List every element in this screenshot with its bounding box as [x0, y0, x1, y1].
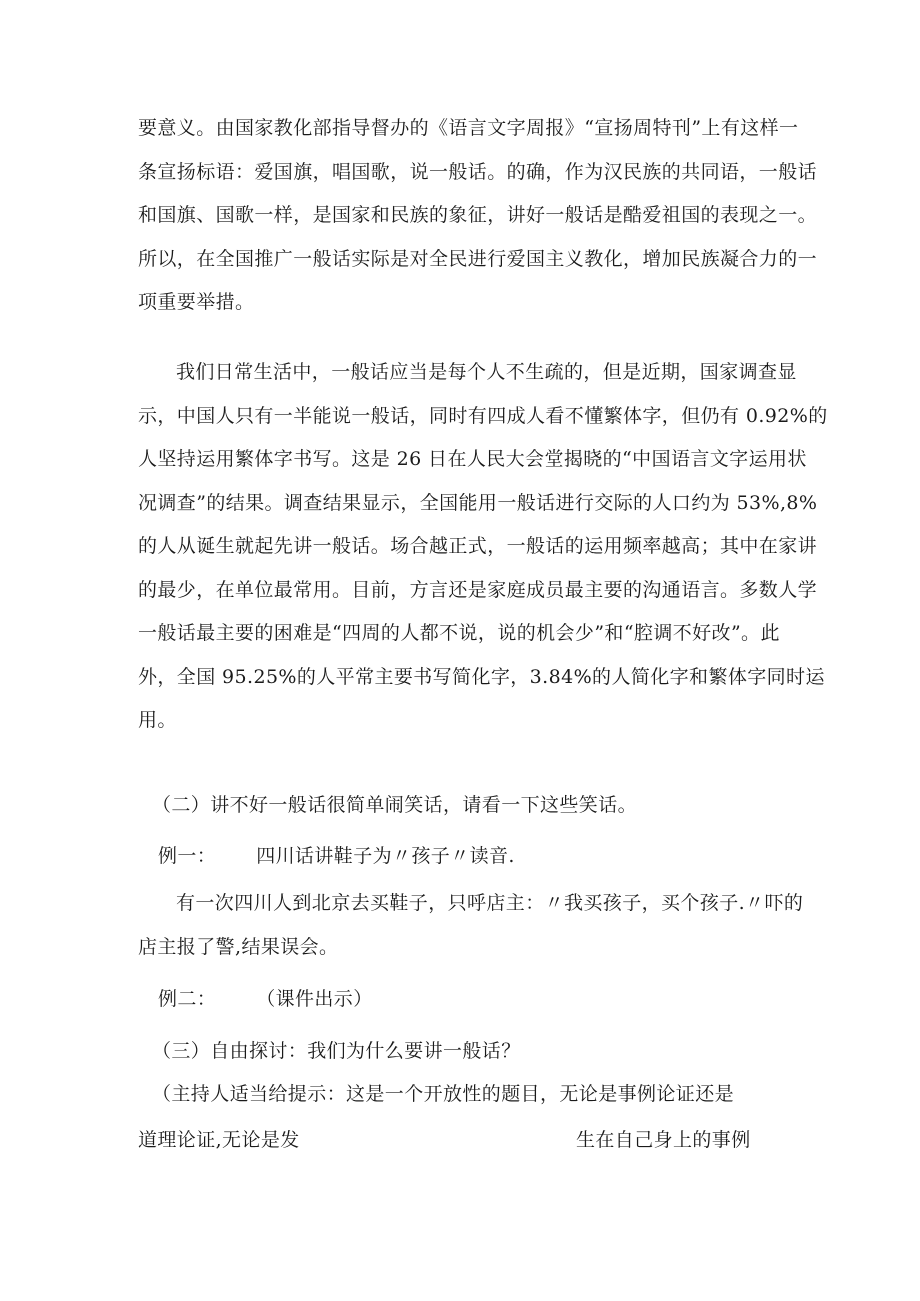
text-line: 项重要举措。 [138, 291, 255, 313]
text-line: 条宣扬标语：爱国旗，唱国歌，说一般话。的确，作为汉民族的共同语，一般话 [138, 160, 818, 183]
section-heading-discussion [138, 1030, 788, 1074]
paragraph-survey-results [138, 351, 828, 743]
last-line-right: 生在自己身上的事例 [576, 1129, 751, 1151]
host-note [138, 1073, 788, 1117]
text-line: 要意义。由国家教化部指导督办的《语言文字周报》“宣扬周特刊”上有这样一 [138, 117, 799, 139]
heading-text: （二）讲不好一般话很简单闹笑话，请看一下这些笑话。 [152, 794, 638, 816]
example-title: （课件出示） [256, 988, 373, 1010]
example-label: 例二： [158, 988, 217, 1010]
text-line: 有一次四川人到北京去买鞋子，只呼店主：〃我买孩子，买个孩子.〃吓的 [176, 892, 804, 914]
example-title: 四川话讲鞋子为〃孩子〃读音. [256, 845, 515, 867]
text-line: 人坚持运用繁体字书写。这是 26 日在人民大会堂揭晓的“中国语言文字运用状 [138, 448, 807, 470]
text-line: （主持人适当给提示：这是一个开放性的题目，无论是事例论证还是 [152, 1083, 735, 1105]
last-line-left: 道理论证,无论是发 [138, 1129, 300, 1151]
paragraph-national-symbol [138, 107, 818, 325]
example-two [138, 978, 788, 1022]
text-line: 一般话最主要的困难是“四周的人都不说，说的机会少”和“腔调不好改”。此 [138, 622, 780, 644]
example-label: 例一： [158, 845, 217, 867]
text-line: 的人从诞生就起先讲一般话。场合越正式，一般话的运用频率越高；其中在家讲 [138, 535, 818, 557]
last-line [138, 1119, 758, 1163]
text-line: 用。 [138, 709, 177, 731]
text-line: 我们日常生活中，一般话应当是每个人不生疏的，但是近期，国家调查显 [176, 361, 797, 383]
paragraph-shoe-story [138, 882, 804, 969]
text-line: 外，全国 95.25%的人平常主要书写简化字，3.84%的人简化字和繁体字同时运 [138, 665, 825, 688]
text-line: 店主报了警,结果误会。 [138, 935, 339, 958]
section-heading-jokes [138, 784, 788, 828]
text-line: 示，中国人只有一半能说一般话，同时有四成人看不懂繁体字，但仍有 0.92%的 [138, 404, 828, 427]
example-one [138, 835, 788, 879]
heading-text: （三）自由探讨：我们为什么要讲一般话？ [152, 1040, 521, 1062]
text-line: 况调查”的结果。调查结果显示，全国能用一般话进行交际的人口约为 53%,8% [138, 491, 818, 514]
text-line: 所以，在全国推广一般话实际是对全民进行爱国主义教化，增加民族凝合力的一 [138, 247, 818, 270]
text-line: 的最少，在单位最常用。目前，方言还是家庭成员最主要的沟通语言。多数人学 [138, 578, 818, 601]
text-line: 和国旗、国歌一样，是国家和民族的象征，讲好一般话是酷爱祖国的表现之一。 [138, 204, 818, 226]
